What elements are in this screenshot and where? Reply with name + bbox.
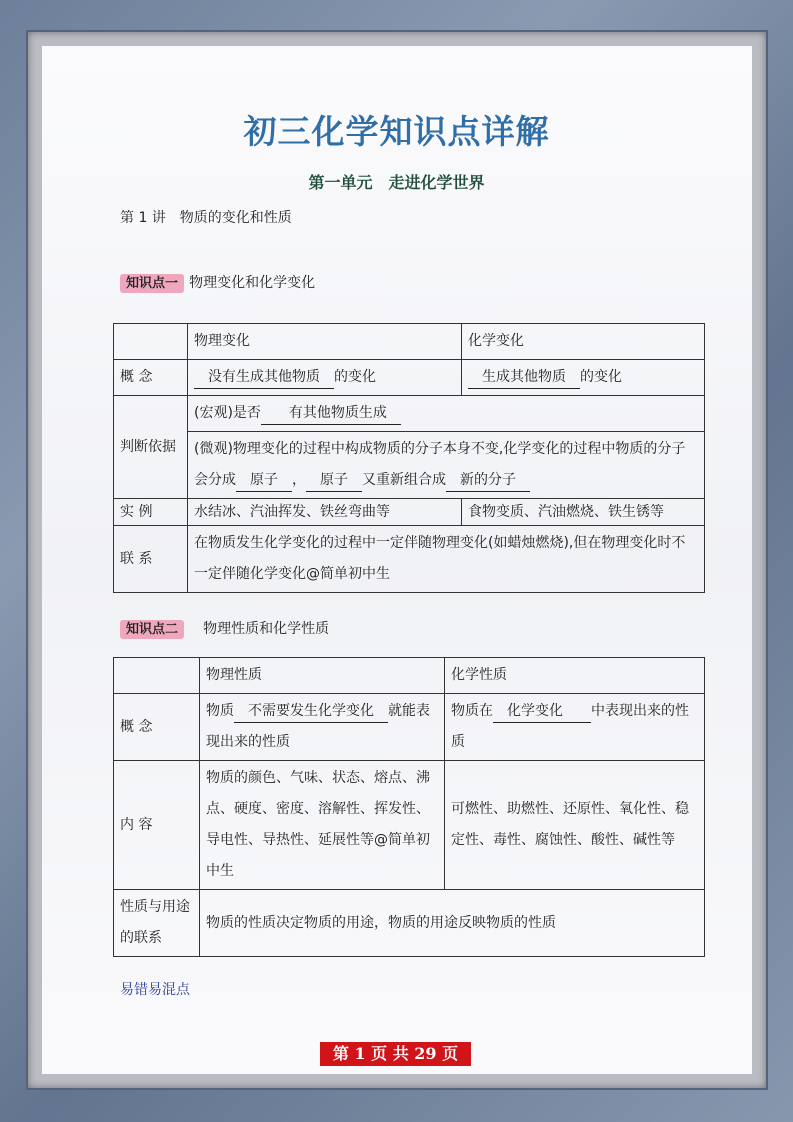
blank: 新的分子 (446, 469, 530, 492)
kp2-heading (120, 618, 329, 638)
row-label: 联 系 (114, 526, 188, 593)
row-label: 概 念 (114, 694, 200, 761)
mistakes-heading: 易错易混点 (120, 982, 190, 998)
kp2-table: 物理性质 化学性质 概 念 物质 不需要发生化学变化 就能表现出来的性质 物质在 化学变化 中表现出来的性质 内 容 物质的颜色、气味、状态、熔点、沸点、硬度、密度、溶解性、挥发性、导电性、导热性、延展性等@简单初中生 可燃性、助燃性、还原性、氧化性、稳定性、毒性、腐蚀性、酸性、碱性等 性质与用途的联系 物质的性质决定物质的用途，物质的用途反映物质的性质 (113, 657, 705, 957)
kp1-title: 物理变化和化学变化 (189, 275, 316, 291)
header-chem: 化学性质 (445, 658, 705, 694)
row-label: 内 容 (114, 761, 200, 890)
kp2-tag: 知识点二 (120, 620, 184, 639)
header-chem: 化学变化 (462, 324, 705, 360)
blank: 不需要发生化学变化 (234, 700, 388, 723)
kp1-table: 物理变化 化学变化 概 念 没有生成其他物质 的变化 生成其他物质 的变化 判断依据 (宏观)是否 有其他物质生成 (微观)物理变化的过程中构成物质的分子本身不变,化学变化的过程中物质的分子会分成 原子 ， 原子 又重新组合成 新的分子 实 例 水结冰、汽油挥发、铁丝弯曲等 食物变质、汽油燃烧、铁生锈等 联 系 在物质发生化学变化的过程中一定伴随物理变化(如蜡烛燃烧),但在物理变化时不一定伴随化学变化@简单初中生 (113, 323, 705, 593)
kp2-title: 物理性质和化学性质 (203, 621, 330, 637)
header-phys: 物理变化 (188, 324, 462, 360)
page-number: 第 1 页 共 29 页 (320, 1042, 471, 1066)
row-label: 概 念 (114, 360, 188, 396)
document-title: 初三化学知识点详解 (243, 112, 550, 151)
row-label: 实 例 (114, 499, 188, 526)
lecture-heading: 第 1 讲 物质的变化和性质 (120, 210, 292, 226)
kp1-heading (120, 272, 315, 292)
blank: 化学变化 (493, 700, 591, 723)
unit-heading: 第一单元 走进化学世界 (308, 173, 485, 192)
blank: 有其他物质生成 (261, 402, 401, 425)
kp1-tag: 知识点一 (120, 274, 184, 293)
row-label: 性质与用途的联系 (114, 890, 200, 957)
blank: 原子 (236, 469, 292, 492)
blank: 生成其他物质 (468, 366, 580, 389)
row-label: 判断依据 (114, 396, 188, 499)
blank: 没有生成其他物质 (194, 366, 334, 389)
header-phys: 物理性质 (200, 658, 445, 694)
blank: 原子 (306, 469, 362, 492)
